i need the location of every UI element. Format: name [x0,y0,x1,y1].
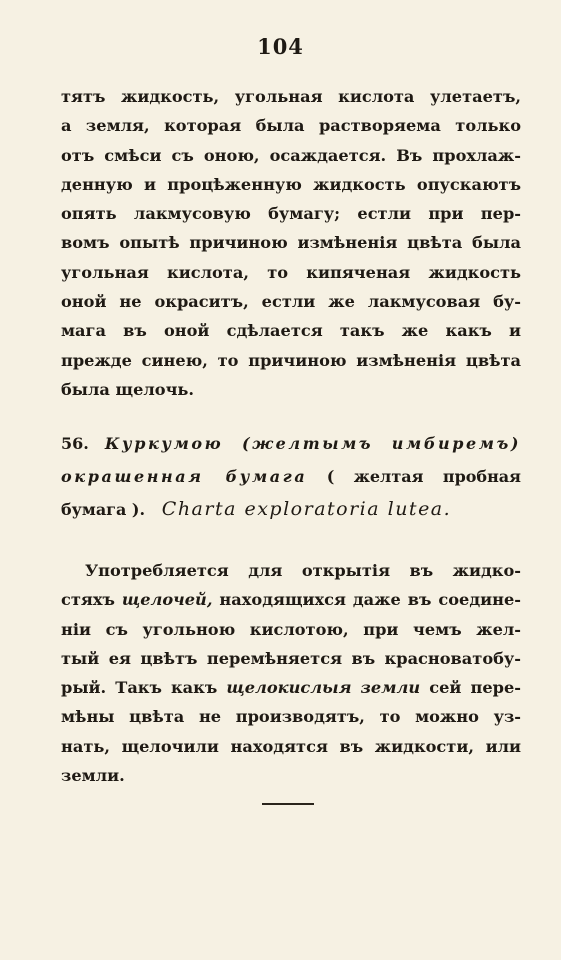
page-number: 104 [257,34,304,59]
text-line [61,585,521,614]
text-line: прежде синею, то причиною измѣненія цвѣта [61,350,521,370]
text-line: опять лакмусовую бумагу; естли при пер- [61,204,521,224]
heading-subtitle-end: бумага ). [61,500,146,519]
text-line: отъ смѣси съ оною, осаждается. Въ прохлаж- [61,145,521,165]
heading-subtitle: ( желтая пробная [326,467,521,486]
text-line: тый ея цвѣтъ перемѣняется въ красноватобу- [61,648,521,668]
text-line: мѣны цвѣта не производятъ, то можно уз- [61,707,521,727]
text-span: находящихся даже въ соедине- [212,590,521,610]
text-line: земли. [61,766,125,786]
text-line: а земля, которая была растворяема только [61,116,521,136]
section-number: 56. [61,434,89,453]
paragraph-continuation [61,82,521,404]
text-line: мага въ оной сдѣлается такъ же какъ и [61,321,521,341]
text-line: ніи съ угольною кислотою, при чемъ жел- [61,619,521,639]
text-line [61,673,521,702]
text-line: тятъ жидкость, угольная кислота улетаетъ, [61,87,521,106]
text-span: рый. Такъ какъ [61,678,227,698]
section-heading-56 [61,427,521,526]
latin-name: Charta exploratoria lutea. [161,498,452,520]
text-line: вомъ опытѣ причиною измѣненія цвѣта была [61,233,521,253]
heading-title-cont: окрашенная бумага [61,467,308,486]
heading-line [61,460,521,493]
text-line: угольная кислота, то кипяченая жидкость [61,262,521,282]
heading-line [61,493,521,526]
text-span: стяхъ [61,590,122,610]
heading-line [61,427,521,460]
divider-rule [262,803,314,805]
italic-term: щелочей, [121,590,213,610]
text-line: денную и процѣженную жидкость опускаютъ [61,174,521,194]
paragraph-usage [61,556,521,790]
italic-term: щелокислыя земли [226,678,421,698]
text-line: Употребляется для открытія въ жидко- [85,561,521,580]
text-line: оной не окраситъ, естли же лакмусовая бу- [61,292,521,312]
heading-title: Куркумою (желтымъ имбиремъ) [104,434,521,453]
text-line: нать, щелочили находятся въ жидкости, или [61,736,521,756]
text-line: была щелочь. [61,379,195,399]
text-span: сей пере- [420,678,521,698]
